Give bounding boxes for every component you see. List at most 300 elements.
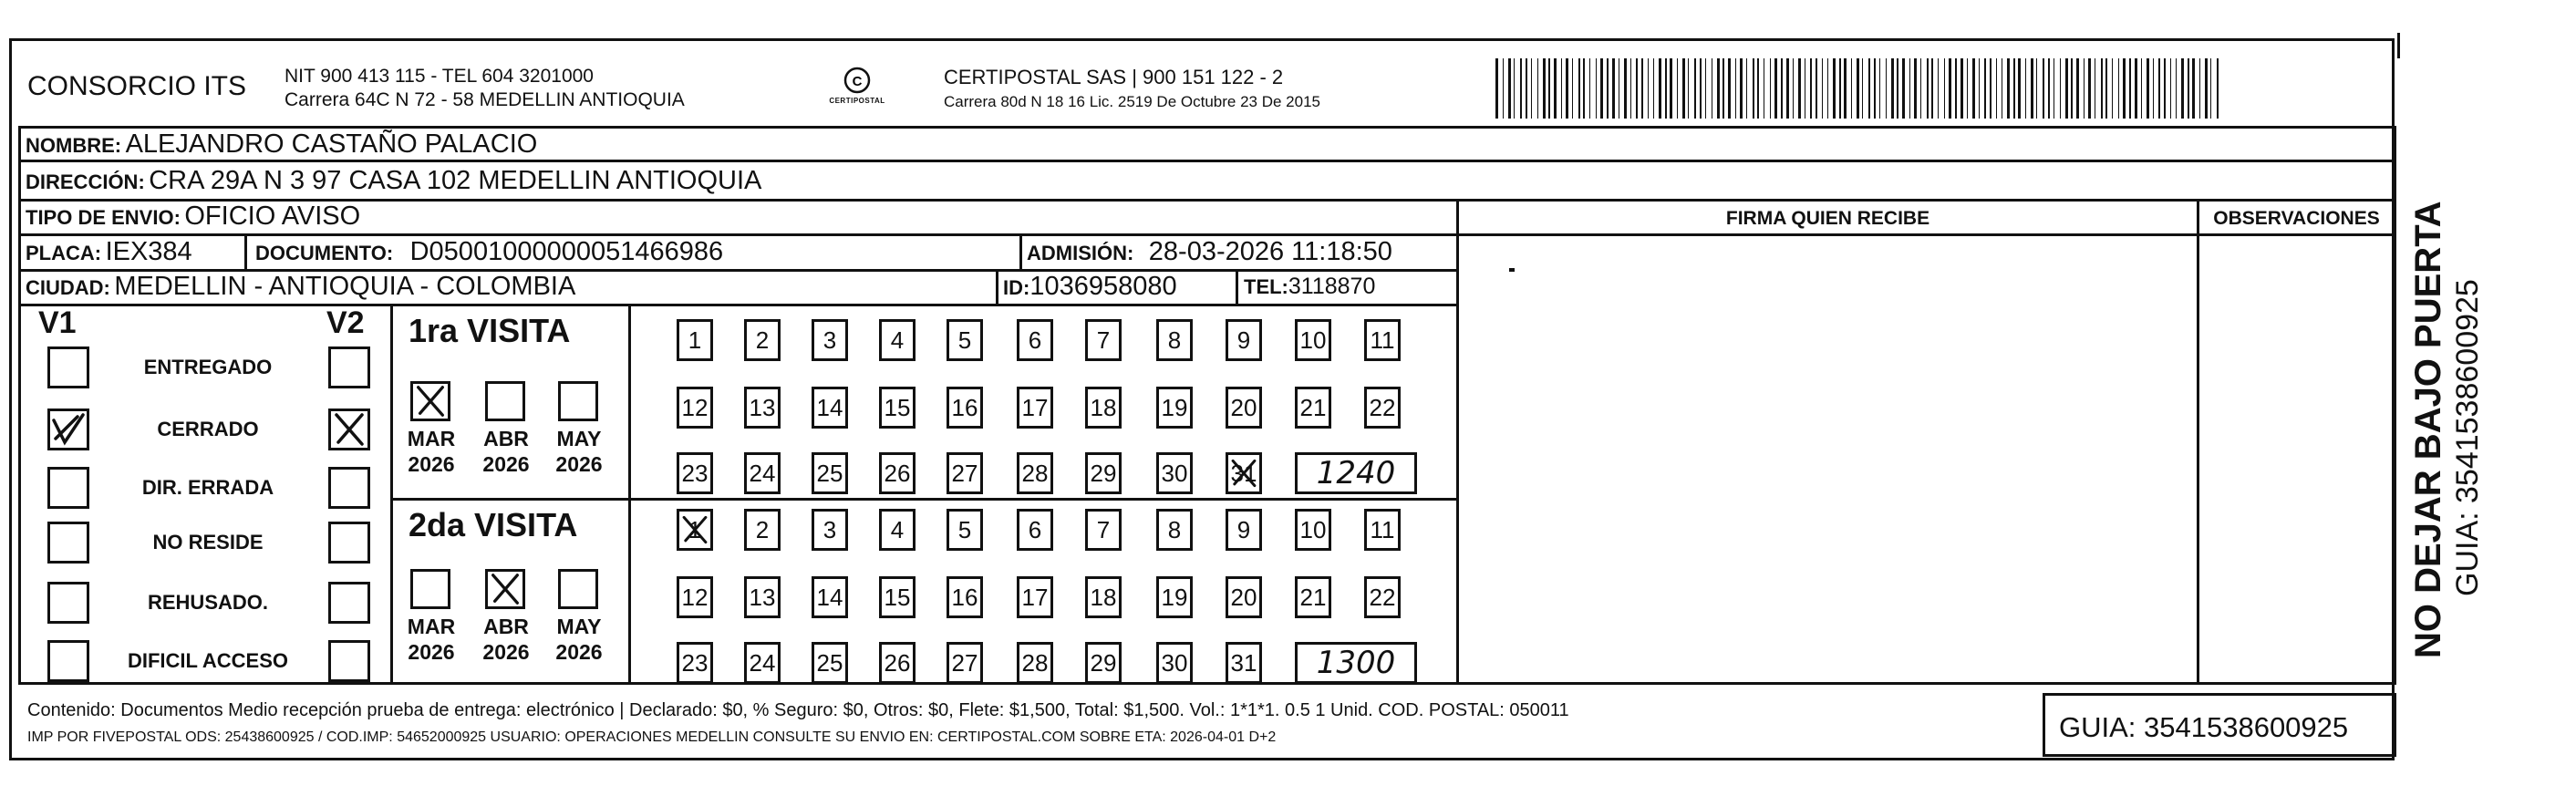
month-label: MAR bbox=[407, 615, 456, 638]
tipo-value: OFICIO AVISO bbox=[184, 202, 361, 231]
side-no-dejar: NO DEJAR BAJO PUERTA bbox=[2408, 201, 2448, 658]
barcode-bar bbox=[2036, 58, 2037, 119]
id-value: 1036958080 bbox=[1029, 272, 1177, 301]
barcode-bar bbox=[1753, 58, 1754, 119]
day-box[interactable] bbox=[812, 509, 848, 551]
day-label: 23 bbox=[681, 648, 709, 677]
day-box[interactable] bbox=[744, 509, 781, 551]
barcode-bar bbox=[1578, 58, 1580, 119]
month-label: MAR bbox=[407, 427, 456, 450]
barcode-bar bbox=[1503, 58, 1504, 119]
barcode-bar bbox=[1653, 58, 1654, 119]
v1-checkbox[interactable] bbox=[47, 522, 89, 564]
barcode-bar bbox=[2065, 58, 2068, 119]
day-box[interactable] bbox=[1156, 509, 1193, 551]
day-box[interactable] bbox=[1295, 576, 1331, 618]
barcode-bar bbox=[1996, 58, 1997, 119]
day-label: 24 bbox=[749, 459, 776, 487]
hand-mark-icon bbox=[331, 411, 367, 448]
visits-separator bbox=[390, 498, 1457, 501]
barcode-bar bbox=[1723, 58, 1724, 119]
day-box[interactable] bbox=[1085, 576, 1122, 618]
admision-divider bbox=[1019, 235, 1022, 269]
reason-label: ENTREGADO bbox=[143, 356, 273, 378]
barcode-bar bbox=[1648, 58, 1649, 119]
barcode-bar bbox=[1770, 58, 1771, 119]
nombre-field bbox=[26, 129, 537, 160]
barcode-bar bbox=[1833, 58, 1836, 119]
day-box[interactable] bbox=[812, 452, 848, 494]
barcode-bar bbox=[1798, 58, 1801, 119]
day-box[interactable] bbox=[744, 452, 781, 494]
day-label: 29 bbox=[1090, 459, 1117, 487]
day-box[interactable] bbox=[812, 576, 848, 618]
barcode-bar bbox=[1984, 58, 1986, 119]
day-box[interactable] bbox=[1226, 387, 1262, 429]
reason-label: NO RESIDE bbox=[152, 531, 264, 553]
barcode-bar bbox=[1914, 58, 1917, 119]
documento-field bbox=[255, 237, 723, 267]
nombre-value: ALEJANDRO CASTAÑO PALACIO bbox=[125, 129, 538, 159]
day-label: 9 bbox=[1236, 326, 1251, 354]
barcode-bar bbox=[1868, 58, 1870, 119]
day-label: 1 bbox=[688, 326, 702, 354]
barcode-bar bbox=[1607, 58, 1609, 119]
second-visit-title: 2da VISITA bbox=[409, 506, 578, 543]
row-ciudad-end bbox=[18, 304, 1456, 306]
visits-left-divider bbox=[390, 306, 393, 682]
side-text bbox=[2408, 148, 2545, 658]
day-label: 5 bbox=[957, 515, 972, 543]
day-label: 6 bbox=[1028, 326, 1042, 354]
day-box[interactable] bbox=[744, 387, 781, 429]
v2-checkbox[interactable] bbox=[328, 346, 370, 388]
day-label: 12 bbox=[681, 583, 709, 611]
company-nit: NIT 900 413 115 - TEL 604 3201000 bbox=[284, 66, 594, 87]
year-label: 2026 bbox=[482, 640, 530, 664]
barcode-bar bbox=[1548, 58, 1550, 119]
day-box[interactable] bbox=[1017, 642, 1053, 684]
svg-text:C: C bbox=[852, 74, 863, 89]
day-box[interactable] bbox=[812, 642, 848, 684]
day-box[interactable] bbox=[677, 509, 713, 551]
day-label: 6 bbox=[1028, 515, 1042, 543]
barcode-bar bbox=[2007, 58, 2010, 119]
day-label: 26 bbox=[884, 459, 911, 487]
barcode-bar bbox=[1746, 58, 1747, 119]
day-label: 19 bbox=[1161, 393, 1188, 421]
barcode-bar bbox=[1793, 58, 1794, 119]
day-box[interactable] bbox=[1226, 452, 1262, 494]
year-label: 2026 bbox=[555, 640, 603, 664]
id-label: ID: bbox=[1003, 276, 1030, 299]
edge-tick bbox=[2397, 33, 2400, 58]
barcode bbox=[1495, 58, 2225, 119]
day-label: 14 bbox=[816, 393, 843, 421]
day-box[interactable] bbox=[1017, 509, 1053, 551]
day-box[interactable] bbox=[947, 319, 983, 361]
day-label: 18 bbox=[1090, 393, 1117, 421]
month-checkbox[interactable] bbox=[558, 569, 598, 609]
month-checkbox[interactable] bbox=[485, 381, 525, 421]
barcode-bar bbox=[1630, 58, 1631, 119]
v2-checkbox[interactable] bbox=[328, 640, 370, 682]
day-label: 28 bbox=[1021, 648, 1049, 677]
barcode-bar bbox=[1979, 58, 1980, 119]
footer-top-line bbox=[18, 682, 2396, 685]
day-box[interactable] bbox=[947, 642, 983, 684]
day-label: 31 bbox=[1230, 459, 1257, 487]
day-label: 16 bbox=[951, 393, 978, 421]
barcode-bar bbox=[1537, 58, 1538, 119]
day-label: 2 bbox=[755, 515, 770, 543]
day-label: 11 bbox=[1370, 515, 1395, 543]
day-label: 4 bbox=[890, 326, 905, 354]
barcode-bar bbox=[1688, 58, 1689, 119]
barcode-bar bbox=[2181, 58, 2184, 119]
placa-field bbox=[26, 237, 192, 267]
day-box[interactable] bbox=[677, 576, 713, 618]
day-box[interactable] bbox=[947, 387, 983, 429]
v2-checkbox[interactable] bbox=[328, 582, 370, 624]
reason-label: DIFICIL ACCESO bbox=[127, 649, 288, 672]
barcode-bar bbox=[1972, 58, 1975, 119]
day-box[interactable] bbox=[744, 576, 781, 618]
id-divider bbox=[996, 271, 998, 305]
barcode-bar bbox=[2076, 58, 2079, 119]
placa-divider bbox=[244, 235, 247, 269]
reason-label: DIR. ERRADA bbox=[141, 476, 274, 499]
placa-value: IEX384 bbox=[105, 237, 192, 266]
barcode-bar bbox=[1822, 58, 1823, 119]
day-box[interactable] bbox=[879, 387, 916, 429]
barcode-bar bbox=[2141, 58, 2142, 119]
ciudad-value: MEDELLIN - ANTIOQUIA - COLOMBIA bbox=[114, 272, 576, 301]
firma-label: FIRMA QUIEN RECIBE bbox=[1725, 208, 1930, 229]
month-label: ABR bbox=[483, 615, 529, 638]
footer-guia: GUIA: 3541538600925 bbox=[2059, 711, 2349, 743]
day-label: 1 bbox=[688, 515, 702, 543]
day-label: 26 bbox=[884, 648, 911, 677]
row-tipo-end bbox=[18, 233, 2396, 236]
placa-label: PLACA: bbox=[26, 242, 102, 264]
month-checkbox[interactable] bbox=[410, 381, 450, 421]
barcode-bar bbox=[2018, 58, 2021, 119]
day-box[interactable] bbox=[677, 452, 713, 494]
barcode-bar bbox=[1514, 58, 1515, 119]
day-label: 10 bbox=[1299, 326, 1327, 354]
day-box[interactable] bbox=[1156, 387, 1193, 429]
day-label: 18 bbox=[1090, 583, 1117, 611]
day-box[interactable] bbox=[1364, 576, 1401, 618]
day-box[interactable] bbox=[1364, 319, 1401, 361]
year-label: 2026 bbox=[408, 452, 455, 476]
day-box[interactable] bbox=[677, 642, 713, 684]
barcode-bar bbox=[2147, 58, 2149, 119]
visits-mid-divider bbox=[628, 306, 631, 682]
barcode-bar bbox=[1944, 58, 1945, 119]
barcode-bar bbox=[1927, 58, 1929, 119]
day-label: 8 bbox=[1167, 326, 1182, 354]
day-box[interactable] bbox=[1295, 387, 1331, 429]
barcode-bar bbox=[1990, 58, 1991, 119]
day-label: 7 bbox=[1096, 326, 1111, 354]
tel-field bbox=[1244, 274, 1375, 300]
day-box[interactable] bbox=[1295, 319, 1331, 361]
barcode-bar bbox=[2048, 58, 2050, 119]
v1-checkbox[interactable] bbox=[47, 582, 89, 624]
documento-label: DOCUMENTO: bbox=[255, 242, 394, 264]
v1-label: V1 bbox=[38, 305, 77, 340]
month-checkbox[interactable] bbox=[485, 569, 525, 609]
day-box[interactable] bbox=[1226, 509, 1262, 551]
day-box[interactable] bbox=[677, 387, 713, 429]
admision-field bbox=[1027, 237, 1392, 267]
pen-dot bbox=[1509, 268, 1515, 272]
barcode-bar bbox=[1735, 58, 1736, 119]
direccion-field bbox=[26, 166, 761, 196]
v2-checkbox[interactable] bbox=[328, 522, 370, 564]
left-border bbox=[18, 126, 21, 682]
carrier-name: CERTIPOSTAL SAS | 900 151 122 - 2 bbox=[944, 66, 1284, 88]
day-box[interactable] bbox=[1017, 319, 1053, 361]
barcode-bar bbox=[2013, 58, 2015, 119]
day-box[interactable] bbox=[1295, 509, 1331, 551]
barcode-bar bbox=[1827, 58, 1828, 119]
barcode-bar bbox=[2153, 58, 2154, 119]
day-label: 29 bbox=[1090, 648, 1117, 677]
day-box[interactable] bbox=[1226, 576, 1262, 618]
day-box[interactable] bbox=[1364, 509, 1401, 551]
day-label: 2 bbox=[755, 326, 770, 354]
barcode-bar bbox=[2199, 58, 2200, 119]
barcode-bar bbox=[1781, 58, 1783, 119]
barcode-bar bbox=[1520, 58, 1522, 119]
day-box[interactable] bbox=[1364, 387, 1401, 429]
day-label: 13 bbox=[749, 393, 776, 421]
day-box[interactable] bbox=[1085, 642, 1122, 684]
barcode-bar bbox=[2205, 58, 2208, 119]
barcode-bar bbox=[2129, 58, 2131, 119]
barcode-bar bbox=[1909, 58, 1910, 119]
reason-label: REHUSADO. bbox=[147, 591, 268, 614]
barcode-bar bbox=[1554, 58, 1557, 119]
day-label: 3 bbox=[822, 326, 837, 354]
barcode-bar bbox=[2025, 58, 2026, 119]
day-label: 10 bbox=[1299, 515, 1327, 543]
barcode-bar bbox=[1508, 58, 1511, 119]
day-box[interactable] bbox=[1085, 319, 1122, 361]
day-label: 17 bbox=[1021, 583, 1049, 611]
row-direccion-end bbox=[18, 199, 2396, 202]
day-box[interactable] bbox=[879, 319, 916, 361]
day-label: 30 bbox=[1161, 459, 1188, 487]
day-label: 31 bbox=[1230, 648, 1257, 677]
barcode-bar bbox=[1600, 58, 1603, 119]
day-box[interactable] bbox=[1156, 642, 1193, 684]
barcode-bar bbox=[1886, 58, 1887, 119]
barcode-bar bbox=[2158, 58, 2160, 119]
day-box[interactable] bbox=[947, 576, 983, 618]
day-box[interactable] bbox=[1085, 509, 1122, 551]
day-box[interactable] bbox=[1017, 452, 1053, 494]
reason-label: CERRADO bbox=[157, 418, 259, 440]
month-checkbox[interactable] bbox=[410, 569, 450, 609]
first-visit-title: 1ra VISITA bbox=[409, 312, 571, 349]
day-label: 5 bbox=[957, 326, 972, 354]
day-box[interactable] bbox=[1226, 319, 1262, 361]
day-box[interactable] bbox=[744, 642, 781, 684]
v1-checkbox[interactable] bbox=[47, 346, 89, 388]
day-label: 16 bbox=[951, 583, 978, 611]
handwritten-time: 1240 bbox=[1295, 452, 1417, 494]
day-box[interactable] bbox=[744, 319, 781, 361]
barcode-bar bbox=[1543, 58, 1546, 119]
day-box[interactable] bbox=[879, 642, 916, 684]
day-box[interactable] bbox=[1017, 576, 1053, 618]
day-label: 24 bbox=[749, 648, 776, 677]
day-label: 28 bbox=[1021, 459, 1049, 487]
admision-label: ADMISIÓN: bbox=[1027, 242, 1134, 264]
footer-imp: IMP POR FIVEPOSTAL ODS: 25438600925 / COD.IMP: 54652000925 USUARIO: OPERACIONES MEDELLIN CONSULTE SU ENVIO EN: CERTIPOSTAL.COM SOBRE ETA: 2026-04-01 D+2 bbox=[27, 729, 1277, 745]
barcode-bar bbox=[1624, 58, 1627, 119]
day-label: 19 bbox=[1161, 583, 1188, 611]
day-box[interactable] bbox=[1156, 319, 1193, 361]
day-label: 15 bbox=[884, 393, 911, 421]
footer-contenido: Contenido: Documentos Medio recepción prueba de entrega: electrónico | Declarado: $0, % Seguro: $0, Otros: $0, Flete: $1,500, Total: $1,500. Vol.: 1*1*1. 0.5 1 Unid. COD. POSTAL: 050011 bbox=[27, 700, 1569, 720]
barcode-bar bbox=[1839, 58, 1841, 119]
day-label: 3 bbox=[822, 515, 837, 543]
barcode-bar bbox=[1844, 58, 1847, 119]
barcode-bar bbox=[1740, 58, 1743, 119]
carrier-address: Carrera 80d N 18 16 Lic. 2519 De Octubre 23 De 2015 bbox=[944, 93, 1320, 110]
day-label: 7 bbox=[1096, 515, 1111, 543]
day-box[interactable] bbox=[812, 387, 848, 429]
barcode-bar bbox=[1682, 58, 1685, 119]
v2-checkbox[interactable] bbox=[328, 467, 370, 509]
hand-mark-icon bbox=[679, 512, 710, 548]
day-box[interactable] bbox=[812, 319, 848, 361]
barcode-bar bbox=[1757, 58, 1759, 119]
barcode-bar bbox=[1857, 58, 1859, 119]
barcode-bar bbox=[1786, 58, 1789, 119]
handwritten-time: 1300 bbox=[1295, 642, 1417, 684]
company-address: Carrera 64C N 72 - 58 MEDELLIN ANTIOQUIA bbox=[284, 89, 685, 110]
hand-mark-icon bbox=[413, 384, 448, 419]
hand-mark-icon bbox=[50, 411, 87, 448]
day-label: 25 bbox=[816, 459, 843, 487]
day-label: 20 bbox=[1230, 393, 1257, 421]
barcode-bar bbox=[1897, 58, 1898, 119]
barcode-bar bbox=[1677, 58, 1678, 119]
v2-checkbox[interactable] bbox=[328, 409, 370, 450]
barcode-bar bbox=[1960, 58, 1963, 119]
barcode-bar bbox=[1717, 58, 1720, 119]
day-box[interactable] bbox=[1017, 387, 1053, 429]
day-box[interactable] bbox=[1085, 452, 1122, 494]
signature-box[interactable] bbox=[1456, 200, 1459, 682]
barcode-bar bbox=[1967, 58, 1968, 119]
barcode-bar bbox=[1589, 58, 1590, 119]
day-box[interactable] bbox=[677, 319, 713, 361]
v1-checkbox[interactable] bbox=[47, 640, 89, 682]
barcode-bar bbox=[1641, 58, 1643, 119]
day-label: 22 bbox=[1369, 583, 1396, 611]
day-label: 27 bbox=[951, 459, 978, 487]
tel-value: 3118870 bbox=[1288, 274, 1376, 299]
day-label: 25 bbox=[816, 648, 843, 677]
v2-label: V2 bbox=[326, 305, 365, 340]
day-box[interactable] bbox=[1085, 387, 1122, 429]
month-checkbox[interactable] bbox=[558, 381, 598, 421]
barcode-bar bbox=[2176, 58, 2177, 119]
barcode-bar bbox=[1774, 58, 1777, 119]
day-label: 9 bbox=[1236, 515, 1251, 543]
barcode-bar bbox=[1670, 58, 1672, 119]
barcode-bar bbox=[2101, 58, 2103, 119]
v1-checkbox[interactable] bbox=[47, 409, 89, 450]
day-box[interactable] bbox=[879, 509, 916, 551]
year-label: 2026 bbox=[482, 452, 530, 476]
barcode-bar bbox=[2135, 58, 2137, 119]
day-label: 4 bbox=[890, 515, 905, 543]
day-box[interactable] bbox=[879, 452, 916, 494]
direccion-value: CRA 29A N 3 97 CASA 102 MEDELLIN ANTIOQUIA bbox=[149, 166, 762, 195]
barcode-bar bbox=[1728, 58, 1731, 119]
day-label: 8 bbox=[1167, 515, 1182, 543]
day-box[interactable] bbox=[1156, 576, 1193, 618]
barcode-bar bbox=[2123, 58, 2126, 119]
barcode-bar bbox=[1879, 58, 1880, 119]
day-box[interactable] bbox=[1226, 642, 1262, 684]
ciudad-field bbox=[26, 272, 575, 302]
tel-divider bbox=[1236, 271, 1238, 305]
obs-divider bbox=[2197, 200, 2199, 682]
barcode-bar bbox=[1583, 58, 1585, 119]
month-label: ABR bbox=[483, 427, 529, 450]
barcode-bar bbox=[1705, 58, 1706, 119]
month-label: MAY bbox=[556, 615, 602, 638]
day-box[interactable] bbox=[947, 509, 983, 551]
barcode-bar bbox=[1920, 58, 1921, 119]
barcode-bar bbox=[1566, 58, 1568, 119]
barcode-bar bbox=[1561, 58, 1562, 119]
day-label: 12 bbox=[681, 393, 709, 421]
admision-value: 28-03-2026 11:18:50 bbox=[1148, 237, 1392, 266]
barcode-bar bbox=[1531, 58, 1532, 119]
certipostal-logo bbox=[825, 66, 889, 113]
v1-checkbox[interactable] bbox=[47, 467, 89, 509]
barcode-bar bbox=[1659, 58, 1661, 119]
month-label: MAY bbox=[556, 427, 602, 450]
barcode-bar bbox=[1810, 58, 1812, 119]
logo-text: CERTIPOSTAL bbox=[829, 97, 885, 105]
barcode-bar bbox=[2192, 58, 2195, 119]
ciudad-label: CIUDAD: bbox=[26, 276, 110, 299]
barcode-bar bbox=[2118, 58, 2119, 119]
barcode-bar bbox=[1931, 58, 1933, 119]
day-box[interactable] bbox=[947, 452, 983, 494]
id-field bbox=[1003, 272, 1177, 302]
tel-label: TEL: bbox=[1244, 275, 1288, 298]
day-box[interactable] bbox=[1156, 452, 1193, 494]
barcode-bar bbox=[2170, 58, 2171, 119]
barcode-bar bbox=[2060, 58, 2061, 119]
barcode-bar bbox=[1665, 58, 1667, 119]
day-box[interactable] bbox=[879, 576, 916, 618]
hand-mark-icon bbox=[1228, 455, 1259, 491]
barcode-bar bbox=[2043, 58, 2044, 119]
